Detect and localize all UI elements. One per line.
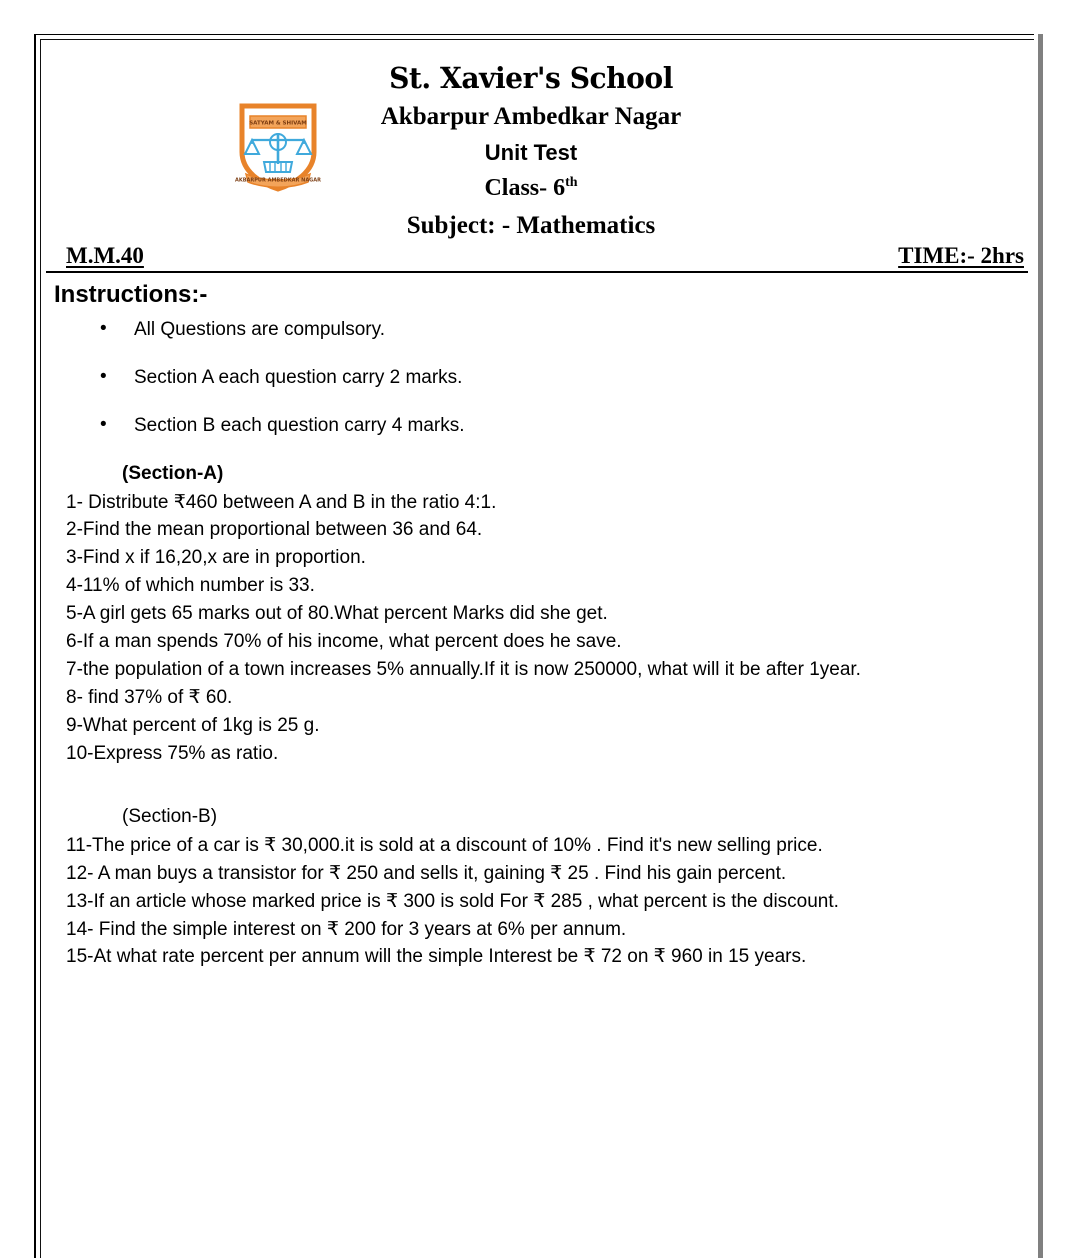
class-label-text: Class- 6: [484, 175, 566, 202]
instruction-text: Section A each question carry 2 marks.: [134, 366, 463, 388]
class-label: [76, 173, 986, 204]
list-item: 3-Find x if 16,20,x are in proportion.: [66, 547, 366, 569]
list-item: [46, 367, 1032, 389]
list-item: 10-Express 75% as ratio.: [66, 742, 279, 764]
list-item: 9-What percent of 1kg is 25 g.: [66, 714, 320, 736]
section-b-heading: (Section-B): [122, 805, 218, 827]
document-header: [46, 42, 1032, 240]
list-item: [46, 319, 1032, 341]
list-item: 5-A girl gets 65 marks out of 80.What percent Marks did she get.: [66, 603, 608, 625]
section-b-question-list: [46, 832, 1032, 972]
list-item: [46, 415, 1032, 437]
exam-type-label: Unit Test: [484, 140, 578, 166]
list-item: 12- A man buys a transistor for ₹ 250 and sells it, gaining ₹ 25 . Find his gain percent.: [66, 862, 787, 884]
school-name-title: St. Xavier's School: [389, 61, 673, 95]
header-divider: [46, 271, 1028, 273]
list-item: 6-If a man spends 70% of his income, what percent does he save.: [66, 631, 622, 653]
list-item: 14- Find the simple interest on ₹ 200 for 3 years at 6% per annum.: [66, 918, 627, 940]
list-item: 11-The price of a car is ₹ 30,000.it is sold at a discount of 10% . Find it's new selling price.: [66, 834, 823, 856]
document-body: [46, 42, 1032, 1252]
school-city-subtitle: Akbarpur Ambedkar Nagar: [380, 103, 682, 131]
svg-text:SATYAM & SHIVAM: SATYAM & SHIVAM: [249, 120, 307, 127]
instruction-text: Section B each question carry 4 marks.: [134, 414, 465, 436]
list-item: 13-If an article whose marked price is ₹ 300 is sold For ₹ 285 , what percent is the discount.: [66, 890, 839, 912]
vertical-scrollbar[interactable]: [1038, 34, 1043, 1258]
marks-time-row: [46, 243, 1032, 273]
subject-label: Subject: - Mathematics: [406, 212, 656, 240]
max-marks-label: M.M.40: [66, 243, 144, 268]
section-a-question-list: [46, 489, 1032, 768]
list-item: 8- find 37% of ₹ 60.: [66, 686, 233, 708]
section-spacer: [46, 768, 1032, 790]
list-item: 2-Find the mean proportional between 36 and 64.: [66, 519, 483, 541]
time-allowed-label: TIME:- 2hrs: [898, 243, 1024, 268]
svg-text:AKBARPUR AMBEDKAR NAGAR: AKBARPUR AMBEDKAR NAGAR: [234, 177, 322, 184]
list-item: 4-11% of which number is 33.: [66, 575, 315, 597]
instructions-heading: Instructions:-: [54, 281, 208, 308]
instructions-list: [46, 319, 1032, 437]
section-a-heading: (Section-A): [122, 462, 224, 484]
bullet-icon: •: [100, 413, 107, 435]
list-item: 1- Distribute ₹460 between A and B in the ratio 4:1.: [66, 491, 497, 513]
bullet-icon: •: [100, 318, 107, 339]
list-item: 7-the population of a town increases 5% annually.If it is now 250000, what will it be after 1year.: [66, 659, 861, 681]
instruction-text: All Questions are compulsory.: [134, 319, 385, 340]
list-item: 15-At what rate percent per annum will the simple Interest be ₹ 72 on ₹ 960 in 15 years.: [66, 946, 807, 968]
class-ordinal-suffix: th: [565, 175, 578, 191]
bullet-icon: •: [100, 365, 107, 387]
